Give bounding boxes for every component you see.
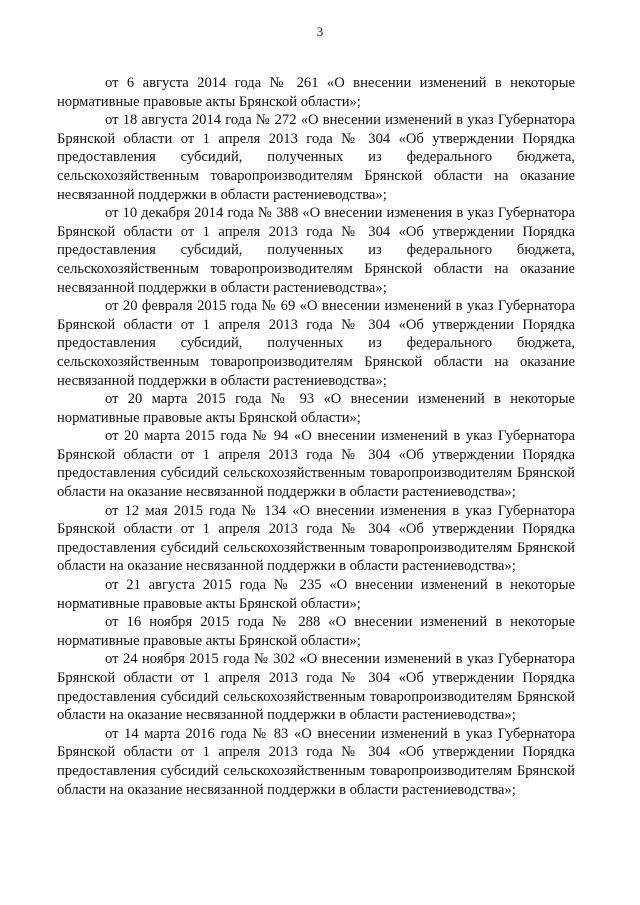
page-number: 3 xyxy=(316,24,324,39)
list-item: от 16 ноября 2015 года № 288 «О внесении изменений в некоторые нормативные правовые акты Брянской области»; xyxy=(57,614,575,649)
document-body xyxy=(57,74,575,799)
list-item: от 12 мая 2015 года № 134 «О внесении изменения в указ Губернатора Брянской области от 1 апреля 2013 года № 304 «Об утверждении Порядка предоставления субсидий сельскохозяйственным товаропроизводителям Брянской области на оказание несвязанной поддержки в области растениеводства»; xyxy=(57,502,575,575)
list-item: от 24 ноября 2015 года № 302 «О внесении изменений в указ Губернатора Брянской области от 1 апреля 2013 года № 304 «Об утверждении Порядка предоставления субсидий сельскохозяйственным товаропроизводителям Брянской области на оказание несвязанной поддержки в области растениеводства»; xyxy=(57,651,575,724)
list-item: от 10 декабря 2014 года № 388 «О внесении изменения в указ Губернатора Брянской области от 1 апреля 2013 года № 304 «Об утверждении Порядка предоставления субсидий, полученных из федерального бюджета, сельскохозяйственным товаропроизводителям Брянской области на оказание несвязанной поддержки в области растениеводства»; xyxy=(57,205,575,296)
list-item: от 6 августа 2014 года № 261 «О внесении изменений в некоторые нормативные правовые акты Брянской области»; xyxy=(57,75,575,110)
list-item: от 14 марта 2016 года № 83 «О внесении изменений в указ Губернатора Брянской области от 1 апреля 2013 года № 304 «Об утверждении Порядка предоставления субсидий сельскохозяйственным товаропроизводителям Брянской области на оказание несвязанной поддержки в области растениеводства»; xyxy=(57,725,575,798)
list-item: от 18 августа 2014 года № 272 «О внесении изменений в указ Губернатора Брянской области от 1 апреля 2013 года № 304 «Об утверждении Порядка предоставления субсидий, полученных из федерального бюджета, сельскохозяйственным товаропроизводителям Брянской области на оказание несвязанной поддержки в области растениеводства»; xyxy=(57,112,575,203)
list-item: от 20 марта 2015 года № 93 «О внесении изменений в некоторые нормативные правовые акты Брянской области»; xyxy=(57,391,575,426)
list-item: от 20 февраля 2015 года № 69 «О внесении изменений в указ Губернатора Брянской области от 1 апреля 2013 года № 304 «Об утверждении Порядка предоставления субсидий, полученных из федерального бюджета, сельскохозяйственным товаропроизводителям Брянской области на оказание несвязанной поддержки в области растениеводства»; xyxy=(57,298,575,389)
list-item: от 20 марта 2015 года № 94 «О внесении изменений в указ Губернатора Брянской области от 1 апреля 2013 года № 304 «Об утверждении Порядка предоставления субсидий сельскохозяйственным товаропроизводителям Брянской области на оказание несвязанной поддержки в области растениеводства»; xyxy=(57,428,575,501)
list-item: от 21 августа 2015 года № 235 «О внесении изменений в некоторые нормативные правовые акты Брянской области»; xyxy=(57,577,575,612)
